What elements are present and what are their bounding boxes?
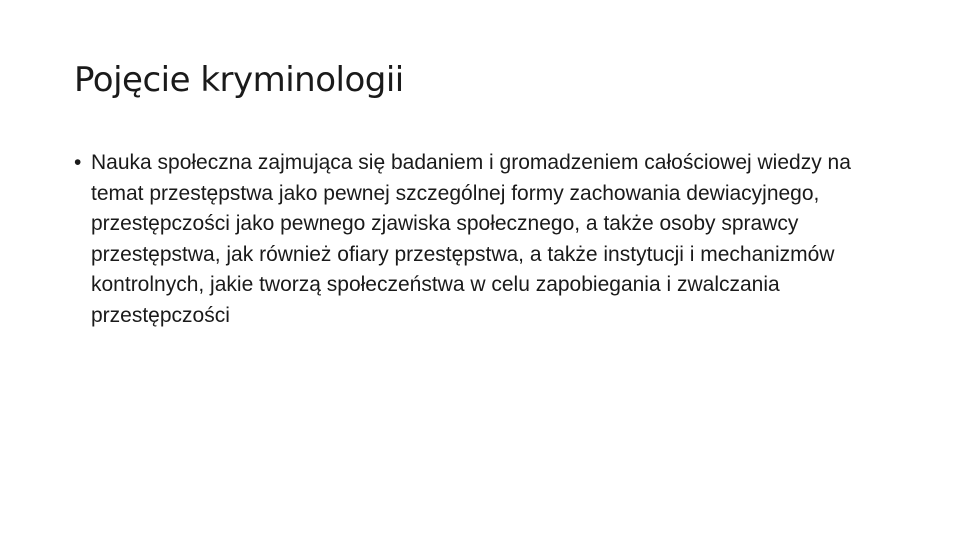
bullet-text: Nauka społeczna zajmująca się badaniem i gromadzeniem całościowej wiedzy na temat przestępstwa jako pewnej szczególnej formy zachowania dewiacyjnego, przestępczości jako pewnego zjawiska społecznego, a także osoby sprawcy przestępstwa, jak również ofiary przestępstwa, a także instytucji i mechanizmów kontrolnych, jakie tworzą społeczeństwa w celu zapobiegania i zwalczania przestępczości bbox=[91, 151, 851, 327]
bullet-list bbox=[74, 148, 894, 331]
bullet-marker: • bbox=[74, 151, 82, 174]
bullet-item bbox=[74, 148, 894, 331]
slide-title: Pojęcie kryminologii bbox=[74, 60, 404, 100]
